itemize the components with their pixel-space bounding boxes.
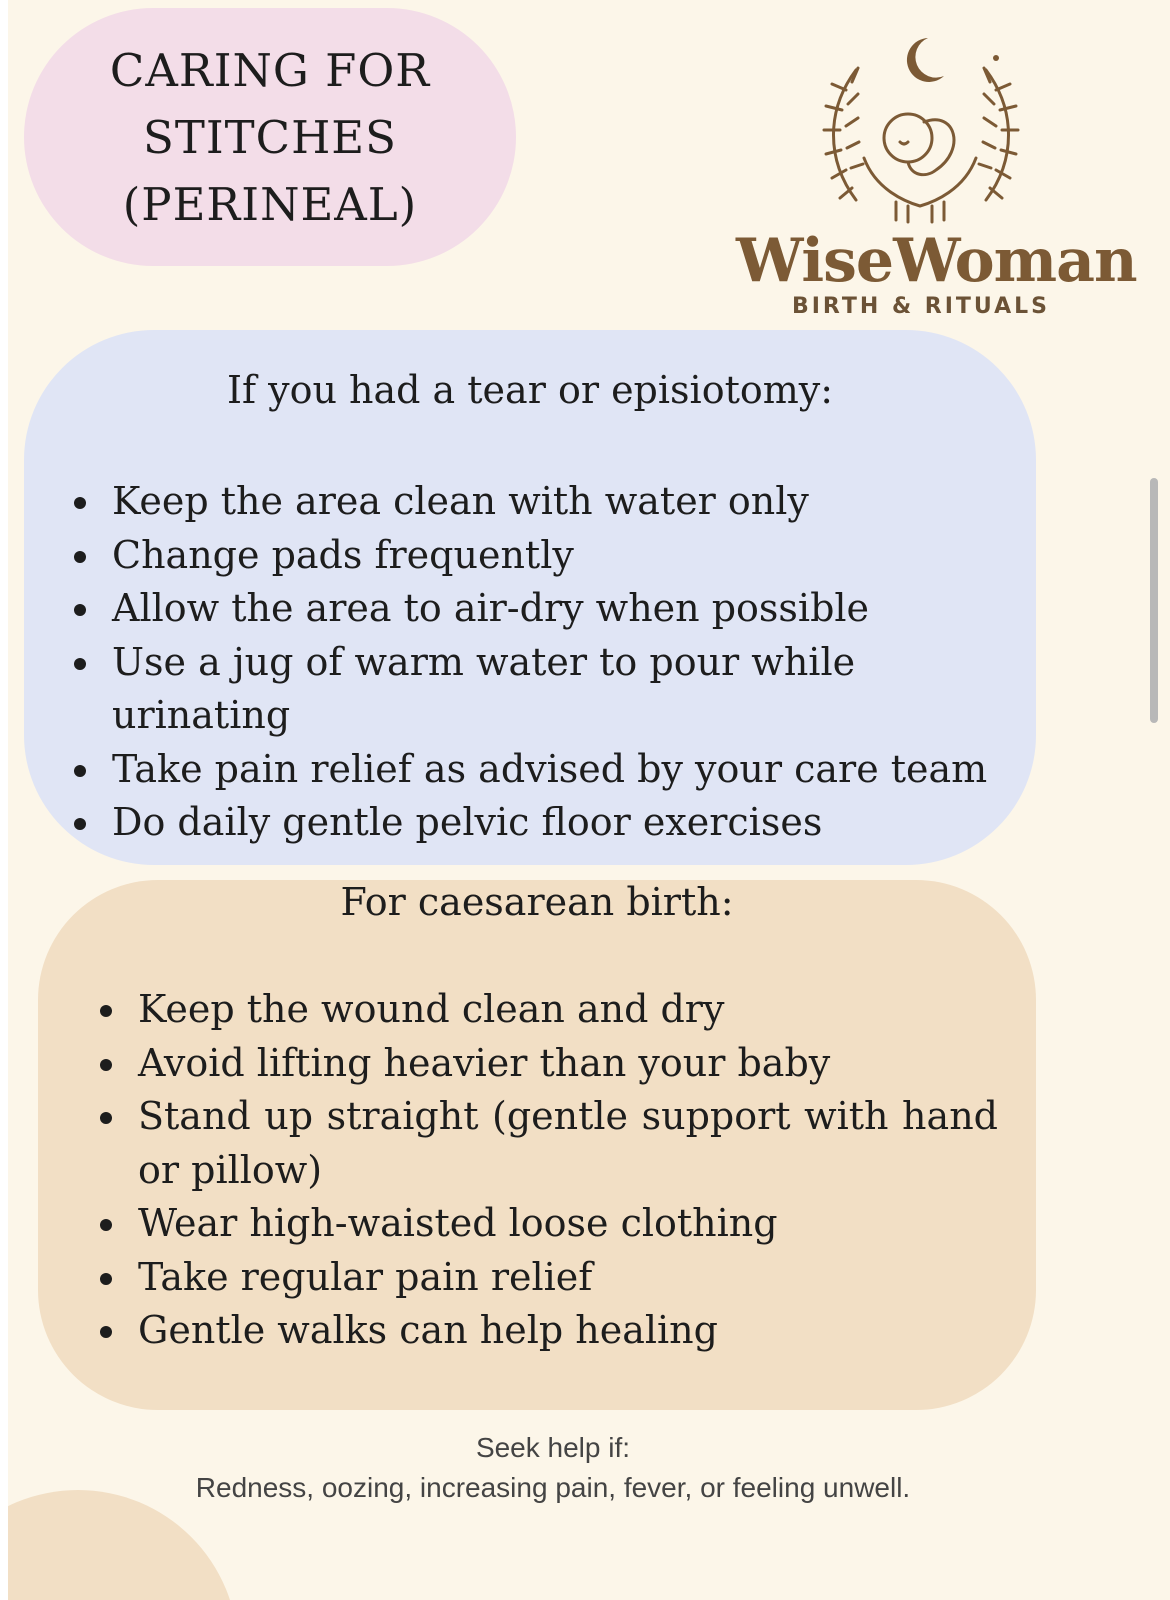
list-item: Use a jug of warm water to pour while urinating xyxy=(72,636,1002,743)
infographic-page xyxy=(8,0,1170,1600)
list-item: Take pain relief as advised by your care team xyxy=(72,743,1002,797)
list-item: Take regular pain relief xyxy=(98,1251,998,1305)
list-item: Do daily gentle pelvic floor exercises xyxy=(72,796,1002,850)
scrollbar[interactable] xyxy=(1150,478,1158,723)
caesarean-heading: For caesarean birth: xyxy=(340,880,734,924)
title-line-2: STITCHES xyxy=(143,110,397,164)
list-item: Stand up straight (gentle support with hand or pillow) xyxy=(98,1090,998,1197)
brand-logo xyxy=(736,30,1137,330)
title-line-3: (PERINEAL) xyxy=(122,177,418,231)
seek-help-note xyxy=(8,1428,1098,1508)
list-item: Wear high-waisted loose clothing xyxy=(98,1197,998,1251)
tear-list xyxy=(72,475,1002,850)
seek-help-heading: Seek help if: xyxy=(475,1432,631,1463)
tear-episiotomy-card xyxy=(24,330,1036,865)
brand-tagline: BIRTH & RITUALS xyxy=(791,294,1051,319)
list-item: Gentle walks can help healing xyxy=(98,1304,998,1358)
caesarean-list xyxy=(98,983,998,1358)
list-item: Change pads frequently xyxy=(72,529,1002,583)
caesarean-card xyxy=(38,880,1036,1410)
moon-baby-hands-wreath-icon xyxy=(816,30,1026,230)
title-pill xyxy=(24,8,516,266)
list-item: Keep the area clean with water only xyxy=(72,475,1002,529)
tear-heading: If you had a tear or episiotomy: xyxy=(226,368,834,412)
title-line-1: CARING FOR xyxy=(109,43,431,97)
list-item: Avoid lifting heavier than your baby xyxy=(98,1037,998,1091)
list-item: Keep the wound clean and dry xyxy=(98,983,998,1037)
brand-name: WiseWoman xyxy=(736,226,1137,296)
seek-help-text: Redness, oozing, increasing pain, fever, or feeling unwell. xyxy=(195,1472,911,1503)
list-item: Allow the area to air-dry when possible xyxy=(72,582,1002,636)
